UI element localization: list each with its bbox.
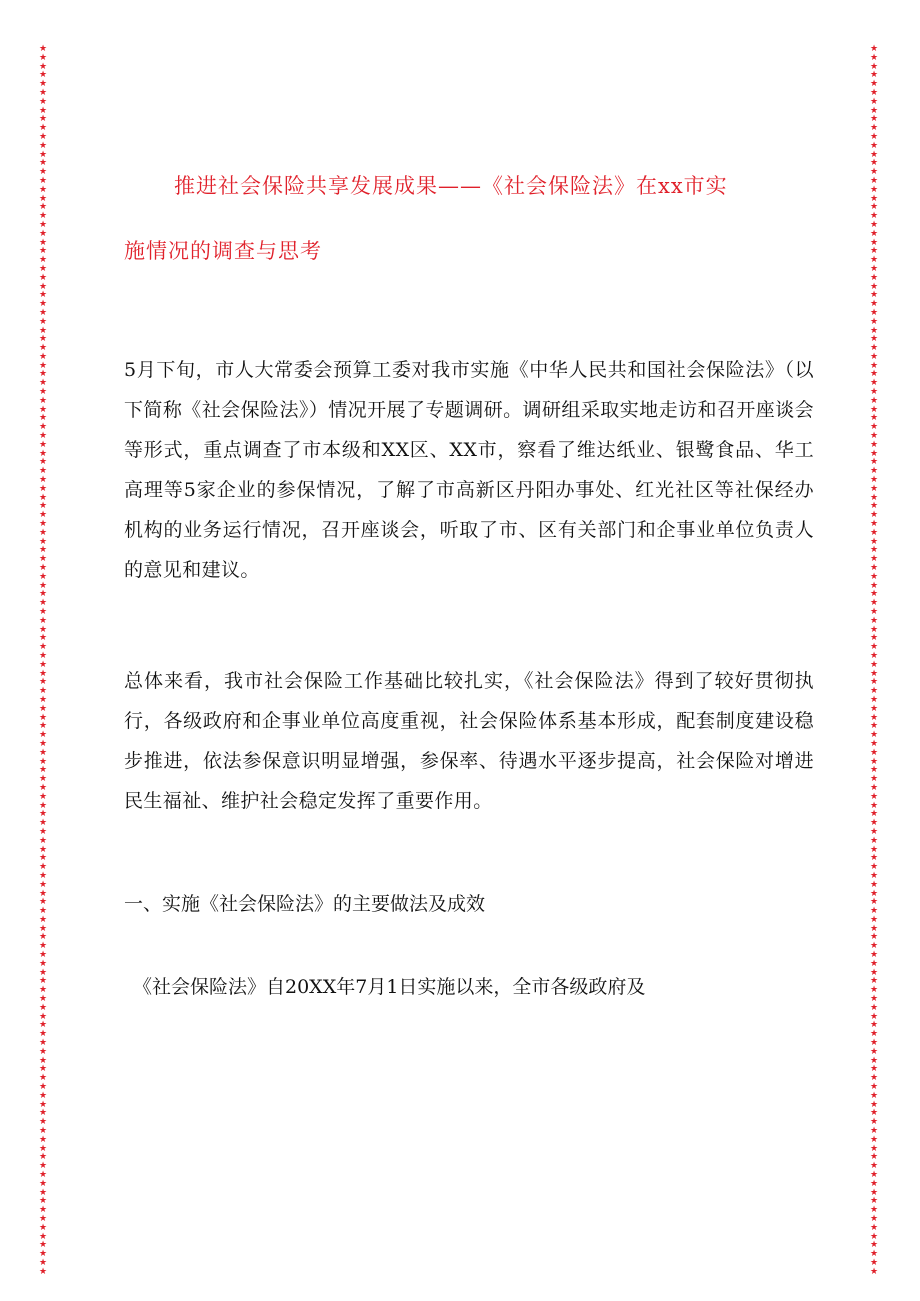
section-heading: 一、实施《社会保险法》的主要做法及成效 <box>124 893 486 915</box>
document-title-line-2: 施情况的调查与思考 <box>124 239 322 263</box>
body-paragraph-3: 《社会保险法》自20XX年7月1日实施以来，全市各级政府及 <box>133 976 646 998</box>
body-paragraph-1: 5月下旬，市人大常委会预算工委对我市实施《中华人民共和国社会保险法》（以下简称《社会保险法》）情况开展了专题调研。调研组采取实地走访和召开座谈会等形式，重点调查了市本级和XX区、XX市，察看了维达纸业、银鹭食品、华工高理等5家企业的参保情况，了解了市高新区丹阳办事处、红光社区等社保经办机构的业务运行情况，召开座谈会，听取了市、区有关部门和企事业单位负责人的意见和建议。 <box>124 359 814 581</box>
left-star-border: ★ ★ ★ ★ ★ ★ ★ ★ ★ ★ ★ ★ ★ ★ ★ ★ ★ ★ ★ ★ ★ ★ ★ ★ ★ ★ ★ ★ ★ ★ ★ ★ ★ ★ ★ ★ ★ ★ ★ ★ ★ ★ ★ ★ ★ ★ ★ ★ ★ ★ ★ ★ ★ ★ ★ ★ ★ ★ ★ ★ ★ ★ ★ ★ ★ ★ ★ ★ ★ ★ ★ ★ ★ ★ ★ ★ ★ ★ ★ ★ ★ ★ ★ ★ ★ ★ ★ ★ ★ ★ ★ ★ ★ ★ ★ ★ ★ ★ ★ ★ ★ ★ ★ ★ ★ ★ ★ ★ ★ ★ ★ ★ ★ ★ ★ ★ ★ ★ ★ ★ ★ ★ ★ ★ ★ ★ ★ ★ ★ ★ ★ ★ ★ ★ ★ ★ ★ ★ ★ ★ <box>38 44 48 1277</box>
right-star-border: ★ ★ ★ ★ ★ ★ ★ ★ ★ ★ ★ ★ ★ ★ ★ ★ ★ ★ ★ ★ ★ ★ ★ ★ ★ ★ ★ ★ ★ ★ ★ ★ ★ ★ ★ ★ ★ ★ ★ ★ ★ ★ ★ ★ ★ ★ ★ ★ ★ ★ ★ ★ ★ ★ ★ ★ ★ ★ ★ ★ ★ ★ ★ ★ ★ ★ ★ ★ ★ ★ ★ ★ ★ ★ ★ ★ ★ ★ ★ ★ ★ ★ ★ ★ ★ ★ ★ ★ ★ ★ ★ ★ ★ ★ ★ ★ ★ ★ ★ ★ ★ ★ ★ ★ ★ ★ ★ ★ ★ ★ ★ ★ ★ ★ ★ ★ ★ ★ ★ ★ ★ ★ ★ ★ ★ ★ ★ ★ ★ ★ ★ ★ ★ ★ ★ ★ ★ ★ ★ ★ <box>869 44 879 1277</box>
body-paragraph-2: 总体来看，我市社会保险工作基础比较扎实，《社会保险法》得到了较好贯彻执行，各级政府和企事业单位高度重视，社会保险体系基本形成，配套制度建设稳步推进，依法参保意识明显增强，参保率、待遇水平逐步提高，社会保险对增进民生福祉、维护社会稳定发挥了重要作用。 <box>124 670 814 812</box>
document-title-line-1: 推进社会保险共享发展成果——《社会保险法》在xx市实 <box>174 174 728 198</box>
